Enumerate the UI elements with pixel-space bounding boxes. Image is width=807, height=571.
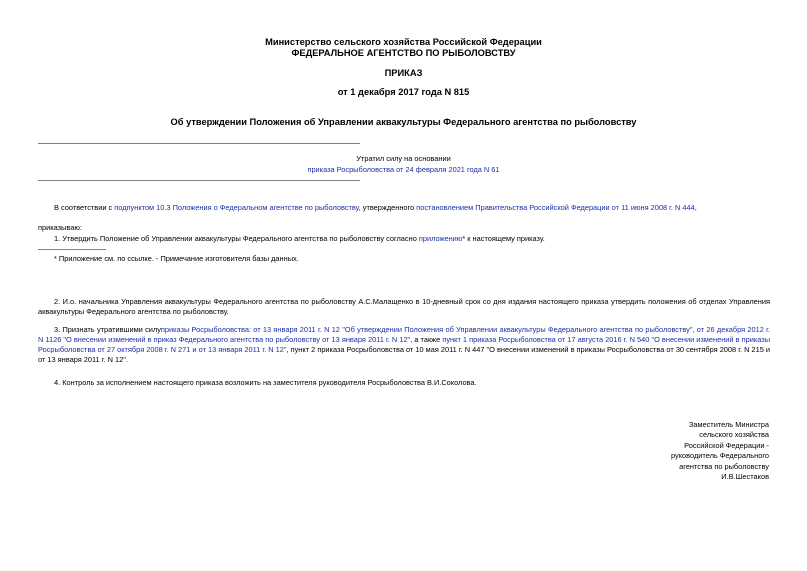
footnote: * Приложение см. по ссылке. - Примечание изготовителя базы данных. bbox=[54, 254, 299, 263]
signature-block bbox=[569, 420, 769, 482]
preamble-text-2: , утвержденного bbox=[358, 203, 417, 212]
order-540-clause-link[interactable]: пункт 1 приказа Росрыболовства от 17 августа 2016 г. N 540 "О внесении изменений в приказы Росрыболовства от 27 октября 2008 г. N 271 и от 13 января 2011 г. N 12" bbox=[38, 335, 771, 354]
preamble-text-3: , bbox=[694, 203, 697, 212]
item-3-text-1: 3. Признать утратившими силу bbox=[54, 325, 161, 334]
signature-line-5: агентства по рыболовству bbox=[679, 461, 769, 471]
item-3 bbox=[38, 325, 770, 365]
signature-line-1: Заместитель Министра bbox=[688, 420, 769, 429]
footnote-rule bbox=[38, 249, 106, 250]
appendix-link[interactable]: приложению bbox=[418, 234, 463, 243]
item-1 bbox=[38, 234, 770, 244]
signature-line-4: руководитель Федерального bbox=[671, 451, 769, 461]
item-3-text-3: , пункт 2 приказа Росрыболовства от 10 мая 2011 г. N 447 "О внесении изменений в приказы Росрыболовства от 30 сентября 2008 г. N 215 и от 13 января 2011 г. N 12". bbox=[38, 345, 770, 364]
preamble bbox=[38, 203, 770, 213]
government-resolution-link[interactable]: постановлением Правительства Российской Федерации от 11 июня 2008 г. N 444 bbox=[416, 203, 695, 212]
document-type: ПРИКАЗ bbox=[384, 68, 423, 78]
preamble-text-1: В соответствии с bbox=[54, 203, 115, 212]
ministry-name: Министерство сельского хозяйства Российской Федерации bbox=[265, 37, 542, 47]
item-1-text-1: 1. Утвердить Положение об Управлении аквакультуры Федерального агентства по рыболовству согласно bbox=[54, 234, 419, 243]
signatory-name: И.В.Шестаков bbox=[721, 472, 769, 482]
status-note: Утратил силу на основании bbox=[356, 154, 451, 163]
item-1-text-2: * к настоящему приказу. bbox=[462, 234, 545, 243]
regulation-subclause-link[interactable]: подпунктом 10.3 Положения о Федеральном агентстве по рыболовству bbox=[114, 203, 359, 212]
signature-line-3: Российской Федерации - bbox=[684, 440, 769, 450]
item-3-text-2: , а также bbox=[410, 335, 443, 344]
repeal-order-link[interactable]: приказа Росрыболовства от 24 февраля 2021 года N 61 bbox=[307, 165, 500, 174]
document-title: Об утверждении Положения об Управлении аквакультуры Федерального агентства по рыболовству bbox=[170, 117, 637, 127]
item-4: 4. Контроль за исполнением настоящего приказа возложить на заместителя руководителя Росрыболовства В.И.Соколова. bbox=[54, 378, 477, 387]
status-top-rule bbox=[38, 143, 360, 144]
item-2: 2. И.о. начальника Управления аквакультуры Федерального агентства по рыболовству А.С.Малащенко в 10-дневный срок со дня издания настоящего приказа утвердить положения об отделах Управления аквакультуры Федерального агентства по рыболовству. bbox=[38, 297, 770, 316]
agency-name: ФЕДЕРАЛЬНОЕ АГЕНТСТВО ПО РЫБОЛОВСТВУ bbox=[291, 48, 516, 58]
order-word: приказываю: bbox=[38, 223, 82, 232]
status-bottom-rule bbox=[38, 180, 360, 181]
repealed-orders-link[interactable]: приказы Росрыболовства: от 13 января 2011 г. N 12 "Об утверждении Положения об Управлении аквакультуры Федерального агентства по рыболовству", от 26 декабря 2012 г. N 1126 "О внесении изменений в приказ Федерального агентства по рыболовству от 13 января 2011 г. N 12" bbox=[38, 325, 770, 344]
document-date: от 1 декабря 2017 года N 815 bbox=[337, 87, 470, 97]
signature-line-2: сельского хозяйства bbox=[699, 430, 769, 440]
